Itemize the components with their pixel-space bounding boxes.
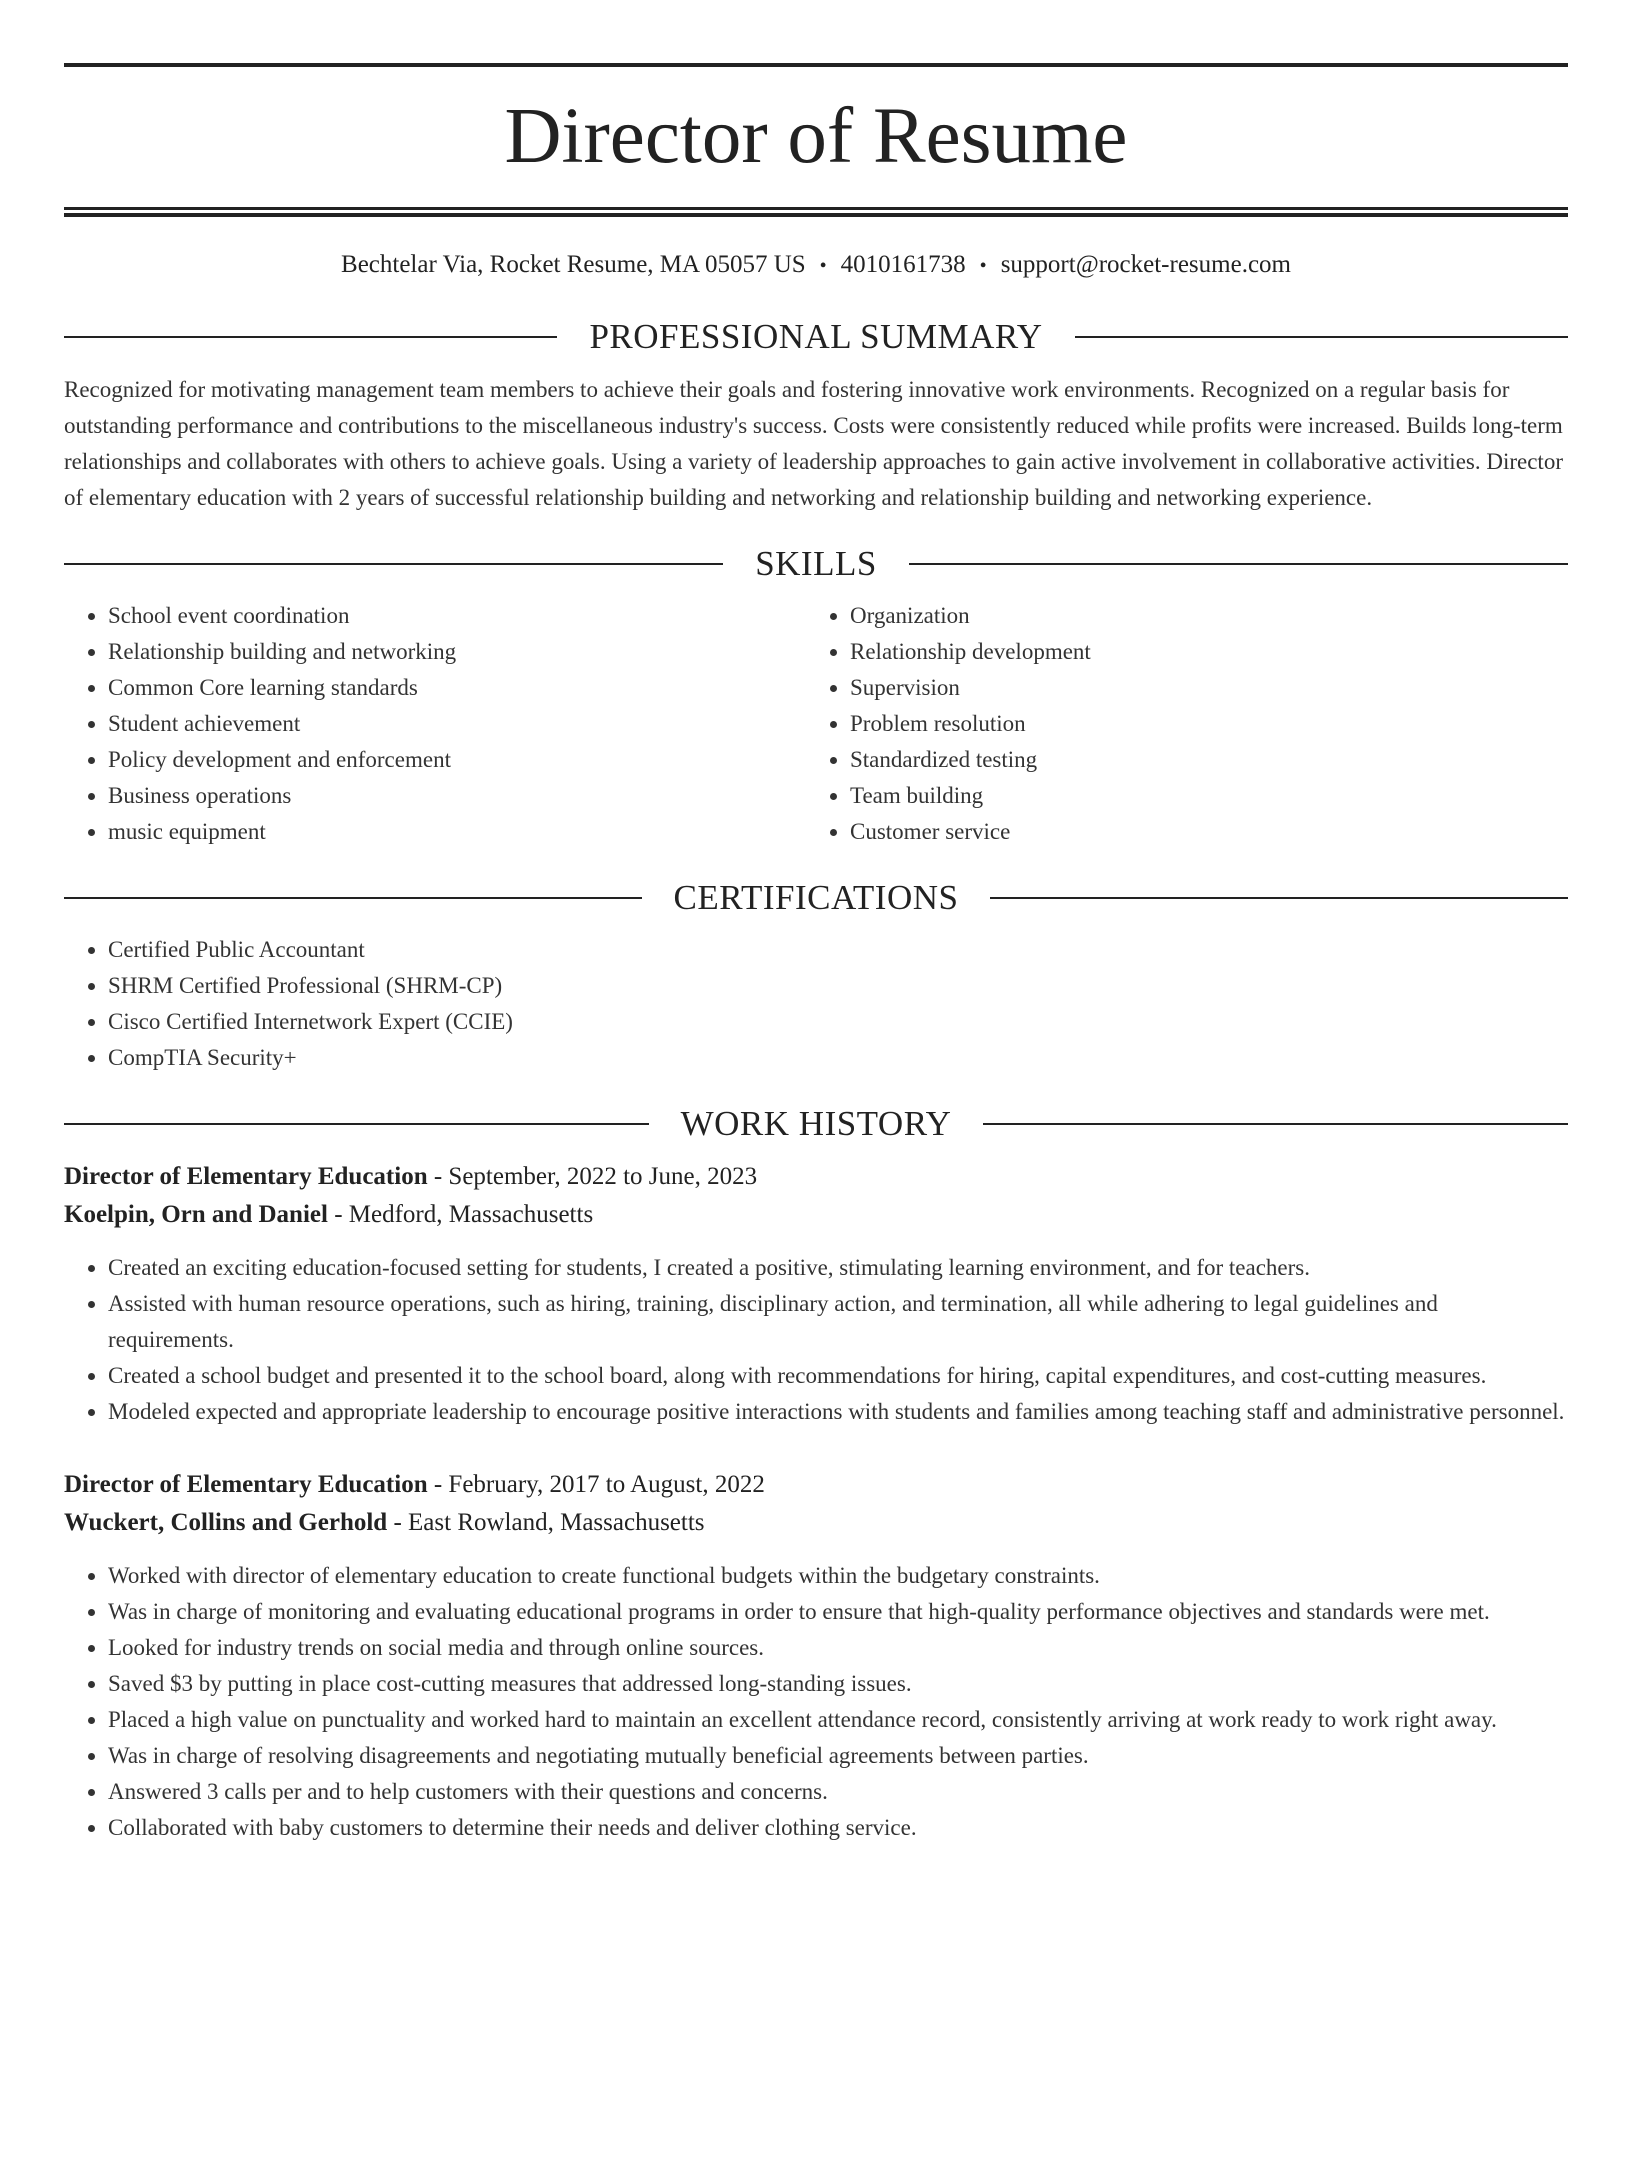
heading-rule xyxy=(64,563,723,565)
job-bullet: • Placed a high value on punctuality and worked hard to maintain an excellent attendance record, consistently arriving at work ready to work right away. xyxy=(108,1702,1568,1738)
certification-item: • CompTIA Security+ xyxy=(108,1040,1568,1076)
certifications-heading-title: CERTIFICATIONS xyxy=(673,878,959,917)
job-company: Koelpin, Orn and Daniel xyxy=(64,1201,328,1228)
job-bullet: • Was in charge of monitoring and evaluating educational programs in order to ensure that high-quality performance objectives and standards were met. xyxy=(108,1594,1568,1630)
certifications-list xyxy=(64,932,1568,1076)
job-location: - East Rowland, Massachusetts xyxy=(387,1509,705,1536)
job-title-line xyxy=(64,1466,1568,1504)
heading-rule xyxy=(909,563,1568,565)
job-bullets xyxy=(64,1558,1568,1846)
job-location: - Medford, Massachusetts xyxy=(327,1201,594,1228)
skill-item: • Customer service xyxy=(850,814,1548,850)
skill-item: • Problem resolution xyxy=(850,706,1548,742)
resume-page xyxy=(0,63,1632,2175)
job-entry xyxy=(64,1158,1568,1430)
job-company: Wuckert, Collins and Gerhold xyxy=(64,1509,388,1536)
skill-item: • Organization xyxy=(850,598,1548,634)
job-bullet: • Was in charge of resolving disagreements and negotiating mutually beneficial agreements between parties. xyxy=(108,1738,1568,1774)
job-bullet: • Created a school budget and presented it to the school board, along with recommendations for hiring, capital expenditures, and cost-cutting measures. xyxy=(108,1358,1568,1394)
job-bullet: • Collaborated with baby customers to determine their needs and deliver clothing service. xyxy=(108,1810,1568,1846)
contact-line xyxy=(64,250,1568,281)
job-bullet: • Assisted with human resource operations, such as hiring, training, disciplinary action, and termination, all while adhering to legal guidelines and requirements. xyxy=(108,1286,1568,1358)
certification-item: • SHRM Certified Professional (SHRM-CP) xyxy=(108,968,1568,1004)
contact-separator: • xyxy=(819,255,827,277)
heading-rule xyxy=(64,897,642,899)
job-bullet: • Saved $3 by putting in place cost-cutting measures that addressed long-standing issues. xyxy=(108,1666,1568,1702)
certification-item: • Cisco Certified Internetwork Expert (CCIE) xyxy=(108,1004,1568,1040)
job-bullet: • Looked for industry trends on social media and through online sources. xyxy=(108,1630,1568,1666)
contact-address: Bechtelar Via, Rocket Resume, MA 05057 US xyxy=(341,251,806,278)
job-entry xyxy=(64,1466,1568,1846)
skill-item: • Relationship development xyxy=(850,634,1548,670)
job-bullet: • Created an exciting education-focused setting for students, I created a positive, stimulating learning environment, and for teachers. xyxy=(108,1250,1568,1286)
work-heading xyxy=(64,1104,1568,1144)
job-dates: - February, 2017 to August, 2022 xyxy=(427,1471,765,1498)
summary-heading xyxy=(64,317,1568,357)
skill-item: • School event coordination xyxy=(108,598,806,634)
skills-left-list xyxy=(64,598,806,850)
skills-columns xyxy=(64,598,1568,850)
skills-heading-title: SKILLS xyxy=(755,544,877,583)
job-bullet: • Modeled expected and appropriate leadership to encourage positive interactions with students and families among teaching staff and administrative personnel. xyxy=(108,1394,1568,1430)
job-dates: - September, 2022 to June, 2023 xyxy=(427,1163,758,1190)
contact-phone: 4010161738 xyxy=(840,251,966,278)
skill-item: • Team building xyxy=(850,778,1548,814)
skills-right-list xyxy=(806,598,1548,850)
job-title-line xyxy=(64,1158,1568,1196)
heading-rule xyxy=(64,336,557,338)
heading-rule xyxy=(1075,336,1568,338)
job-title: Director of Elementary Education xyxy=(64,1163,428,1190)
skill-item: • Relationship building and networking xyxy=(108,634,806,670)
job-bullet: • Answered 3 calls per and to help customers with their questions and concerns. xyxy=(108,1774,1568,1810)
job-title: Director of Elementary Education xyxy=(64,1471,428,1498)
skill-item: • Student achievement xyxy=(108,706,806,742)
job-company-line xyxy=(64,1196,1568,1234)
heading-rule xyxy=(983,1123,1568,1125)
summary-heading-title: PROFESSIONAL SUMMARY xyxy=(589,317,1043,356)
work-heading-title: WORK HISTORY xyxy=(680,1104,952,1143)
skill-item: • Supervision xyxy=(850,670,1548,706)
summary-text: Recognized for motivating management team members to achieve their goals and fostering innovative work environments. Recognized on a regular basis for outstanding performance and contributions to the miscellaneous industry's success. Costs were consistently reduced while profits were increased. Builds long-term relationships and collaborates with others to achieve goals. Using a variety of leadership approaches to gain active involvement in collaborative activities. Director of elementary education with 2 years of successful relationship building and networking and relationship building and networking experience. xyxy=(64,377,1563,510)
skill-item: • Common Core learning standards xyxy=(108,670,806,706)
resume-name: Director of Resume xyxy=(504,93,1128,180)
certifications-heading xyxy=(64,878,1568,918)
skill-item: • Policy development and enforcement xyxy=(108,742,806,778)
skill-item: • music equipment xyxy=(108,814,806,850)
certification-item: • Certified Public Accountant xyxy=(108,932,1568,968)
heading-rule xyxy=(990,897,1568,899)
double-rule xyxy=(64,207,1568,217)
job-bullet: • Worked with director of elementary education to create functional budgets within the budgetary constraints. xyxy=(108,1558,1568,1594)
job-bullets xyxy=(64,1250,1568,1430)
contact-separator: • xyxy=(979,255,987,277)
heading-rule xyxy=(64,1123,649,1125)
certifications-list-wrap xyxy=(64,932,1568,1076)
job-company-line xyxy=(64,1504,1568,1542)
skills-heading xyxy=(64,544,1568,584)
skill-item: • Standardized testing xyxy=(850,742,1548,778)
contact-email: support@rocket-resume.com xyxy=(1000,251,1291,278)
top-rule xyxy=(64,63,1568,67)
skill-item: • Business operations xyxy=(108,778,806,814)
